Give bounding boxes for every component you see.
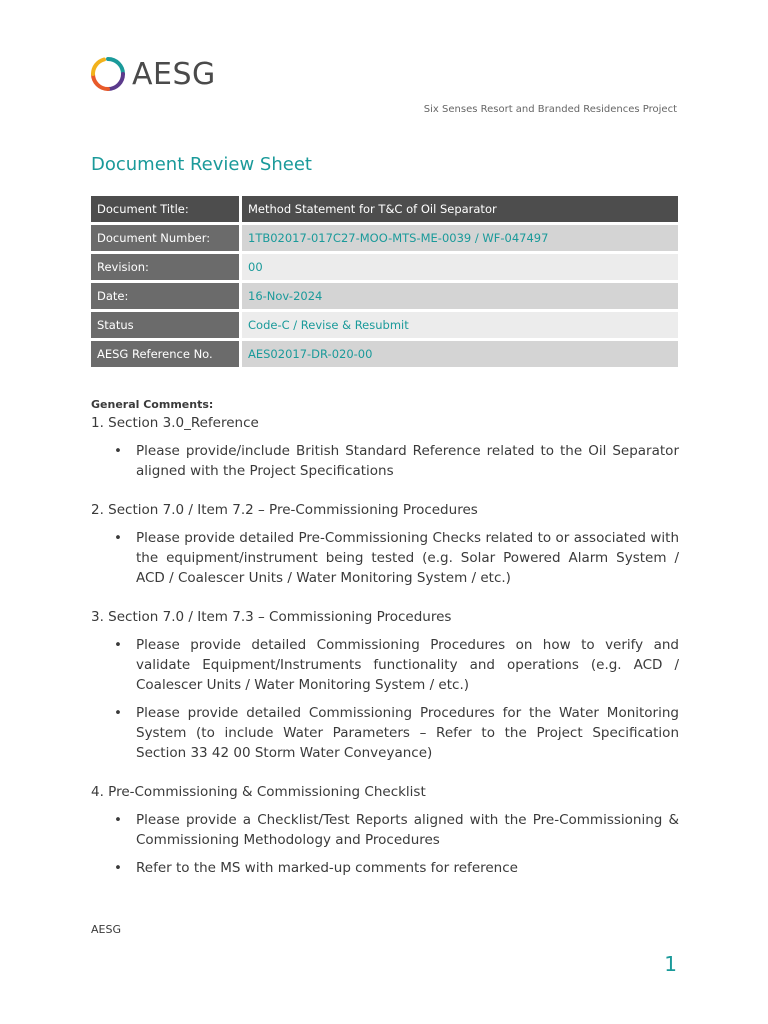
list-item: • Please provide a Checklist/Test Reports aligned with the Pre-Commissioning & Commissioning Methodology and Procedures (136, 810, 679, 850)
table-row (91, 312, 678, 338)
page-title: Document Review Sheet (91, 154, 312, 175)
section-heading: 4. Pre-Commissioning & Commissioning Checklist (91, 784, 426, 800)
logo-ring-icon (90, 56, 126, 92)
info-label: Document Number: (91, 225, 239, 251)
info-value: AES02017-DR-020-00 (242, 341, 678, 367)
list-item: • Please provide detailed Commissioning Procedures for the Water Monitoring System (to include Water Parameters – Refer to the Project Specification Section 33 42 00 Storm Water Conveyance) (136, 703, 679, 763)
project-name: Six Senses Resort and Branded Residences Project (423, 104, 677, 115)
comment-section (91, 413, 679, 481)
info-label: Date: (91, 283, 239, 309)
comments-list (91, 413, 679, 897)
table-row (91, 254, 678, 280)
comment-section (91, 607, 679, 763)
section-heading: 2. Section 7.0 / Item 7.2 – Pre-Commissioning Procedures (91, 502, 478, 518)
info-value: Code-C / Revise & Resubmit (242, 312, 678, 338)
logo-text: AESG (132, 56, 216, 92)
table-row (91, 196, 678, 222)
aesg-logo (90, 56, 216, 92)
list-item: • Please provide detailed Pre-Commissioning Checks related to or associated with the equipment/instrument being tested (e.g. Solar Powered Alarm System / ACD / Coalescer Units / Water Monitoring System / etc.) (136, 528, 679, 588)
page-number: 1 (664, 952, 677, 976)
document-info-table (91, 193, 678, 370)
comment-section (91, 782, 679, 878)
table-row (91, 283, 678, 309)
info-label: AESG Reference No. (91, 341, 239, 367)
info-label: Status (91, 312, 239, 338)
comment-section (91, 500, 679, 588)
info-value: 1TB02017-017C27-MOO-MTS-ME-0039 / WF-047497 (242, 225, 678, 251)
info-value: 16-Nov-2024 (242, 283, 678, 309)
section-heading: 1. Section 3.0_Reference (91, 415, 259, 431)
info-label: Document Title: (91, 196, 239, 222)
table-row (91, 225, 678, 251)
footer-company: AESG (91, 923, 121, 936)
general-comments-label: General Comments: (91, 398, 214, 411)
list-item: • Refer to the MS with marked-up comments for reference (136, 858, 679, 878)
info-label: Revision: (91, 254, 239, 280)
info-value: 00 (242, 254, 678, 280)
list-item: • Please provide detailed Commissioning Procedures on how to verify and validate Equipment/Instruments functionality and operations (e.g. ACD / Coalescer Units / Water Monitoring System / etc.) (136, 635, 679, 695)
info-value: Method Statement for T&C of Oil Separator (242, 196, 678, 222)
list-item: • Please provide/include British Standard Reference related to the Oil Separator aligned with the Project Specifications (136, 441, 679, 481)
section-heading: 3. Section 7.0 / Item 7.3 – Commissioning Procedures (91, 609, 452, 625)
table-row (91, 341, 678, 367)
